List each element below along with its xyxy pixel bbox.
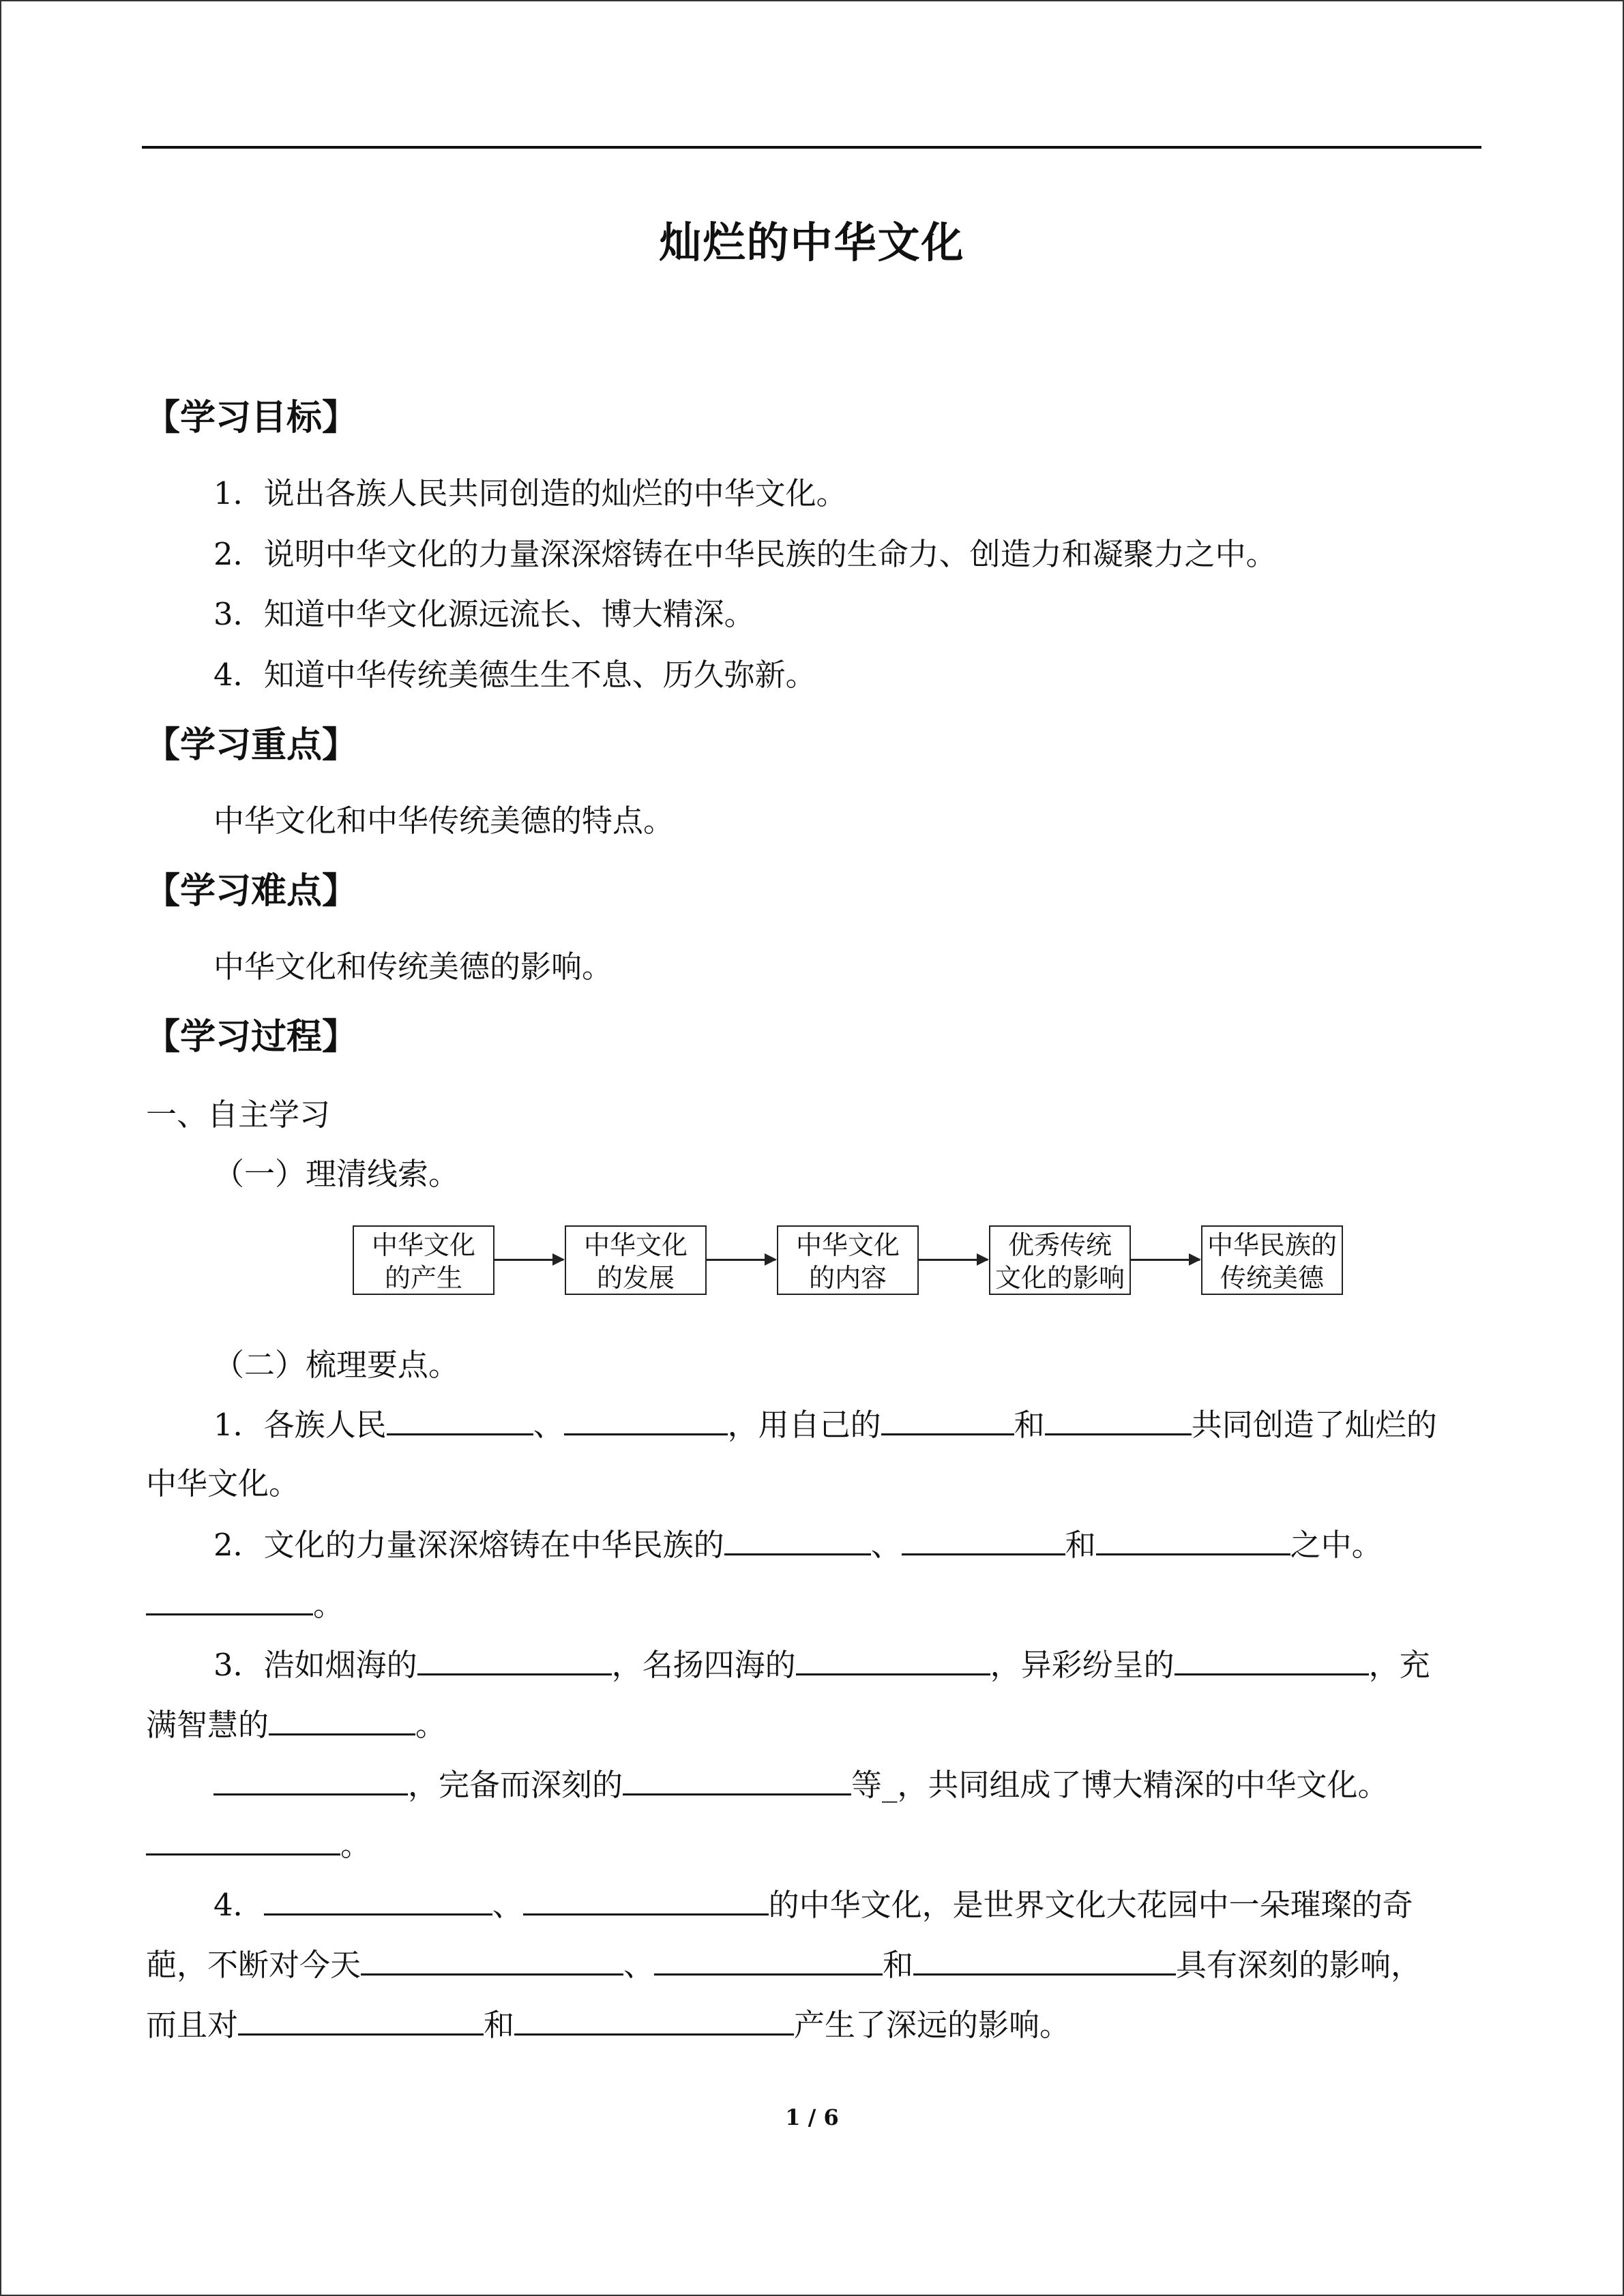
flow-box-4 [989, 1225, 1131, 1295]
blank-1-3[interactable] [881, 1403, 1014, 1435]
flow-box-5-line2: 传统美德 [1220, 1263, 1324, 1293]
blank-2-2[interactable] [902, 1523, 1065, 1555]
blank-3-6[interactable] [623, 1763, 851, 1795]
blank-2-3[interactable] [1096, 1523, 1290, 1555]
goal-item-2: 2．说明中华文化的力量深深熔铸在中华民族的生命力、创造力和凝聚力之中。 [213, 536, 1277, 572]
difficulty-text: 中华文化和传统美德的影响。 [213, 949, 613, 985]
point-3-line-1 [213, 1643, 1430, 1686]
point-1-text-e: 共同创造了灿烂的 [1191, 1407, 1437, 1443]
point-4-text-d: 葩，不断对今天 [146, 1947, 361, 1983]
flow-box-3 [777, 1225, 919, 1295]
point-4-text-e: 、 [623, 1947, 655, 1983]
goal-item-4: 4．知道中华传统美德生生不息、历久弥新。 [213, 657, 816, 693]
point-3-line-2 [146, 1703, 446, 1746]
point-3-text-b: ，名扬四海的 [611, 1647, 796, 1683]
blank-2-1[interactable] [724, 1523, 871, 1555]
point-2-text-e: 。 [313, 1587, 344, 1623]
blank-3-3[interactable] [1175, 1643, 1369, 1675]
key-text: 中华文化和中华传统美德的特点。 [213, 803, 675, 839]
flow-arrow-3 [919, 1259, 988, 1261]
point-3-text-g: ，完备而深刻的 [408, 1767, 623, 1803]
heading-key: 【学习重点】 [145, 725, 358, 766]
blank-4-6[interactable] [238, 2003, 484, 2036]
blank-2-4[interactable] [146, 1583, 313, 1615]
point-4-text-f: 和 [883, 1947, 914, 1983]
document-title: 灿烂的中华文化 [659, 218, 965, 267]
flow-box-5-line1: 中华民族的 [1207, 1230, 1337, 1260]
point-4-text-c: 的中华文化，是世界文化大花园中一朵璀璨的奇 [768, 1887, 1413, 1923]
flow-arrow-2 [707, 1259, 776, 1261]
blank-3-2[interactable] [796, 1643, 990, 1675]
point-1-text-c: ，用自己的 [727, 1407, 881, 1443]
blank-4-1[interactable] [264, 1883, 492, 1915]
point-1-text-d: 和 [1014, 1407, 1045, 1443]
point-3-text-c: ，异彩纷呈的 [990, 1647, 1175, 1683]
blank-1-4[interactable] [1045, 1403, 1192, 1435]
part2-label: （二）梳理要点。 [213, 1347, 460, 1383]
flow-arrow-4 [1131, 1259, 1200, 1261]
blank-4-2[interactable] [523, 1883, 769, 1915]
flow-box-2-line1: 中华文化 [583, 1230, 688, 1260]
flow-box-1-line1: 中华文化 [371, 1230, 475, 1260]
point-4-line-2 [146, 1943, 1421, 1986]
blank-3-1[interactable] [417, 1643, 612, 1675]
point-4-line-3 [146, 2003, 1070, 2046]
flow-box-1-line2: 的产生 [384, 1263, 462, 1293]
flow-box-3-line2: 的内容 [808, 1263, 887, 1293]
flow-box-3-line1: 中华文化 [795, 1230, 900, 1260]
point-3-text-e: 满智慧的 [146, 1707, 269, 1743]
blank-4-7[interactable] [514, 2003, 794, 2036]
point-2-line-2 [146, 1583, 344, 1626]
blank-1-2[interactable] [564, 1403, 728, 1435]
point-2-text-b: 、 [870, 1527, 902, 1563]
flow-box-4-line1: 优秀传统 [1007, 1230, 1112, 1260]
blank-3-4[interactable] [269, 1703, 415, 1735]
point-4-text-j: 产生了深远的影响。 [794, 2007, 1071, 2043]
point-1-text-a: 1．各族人民 [213, 1407, 387, 1443]
point-3-text-h: 等_，共同组成了博大精深的中华文化。 [851, 1767, 1389, 1803]
point-1-line-2: 中华文化。 [146, 1465, 300, 1502]
point-1-line-1 [213, 1403, 1437, 1446]
point-3-line-3 [213, 1763, 1389, 1806]
heading-process: 【学习过程】 [145, 1017, 358, 1058]
point-4-text-h: 而且对 [146, 2007, 239, 2043]
flow-box-4-line2: 文化的影响 [994, 1263, 1125, 1293]
point-4-text-i: 和 [484, 2007, 515, 2043]
heading-goals: 【学习目标】 [145, 398, 358, 438]
point-3-text-f: 。 [415, 1707, 447, 1743]
header-rule [142, 146, 1481, 149]
point-3-text-i: 。 [340, 1827, 372, 1863]
point-4-text-g: 具有深刻的影响， [1176, 1947, 1422, 1983]
point-1-text-b: 、 [533, 1407, 564, 1443]
flow-box-5 [1201, 1225, 1343, 1295]
heading-difficulty: 【学习难点】 [145, 871, 358, 912]
blank-1-1[interactable] [387, 1403, 533, 1435]
point-4-line-1 [213, 1883, 1413, 1926]
part1-label: （一）理清线索。 [213, 1156, 460, 1192]
point-2-text-c: 和 [1065, 1527, 1096, 1563]
blank-3-7[interactable] [146, 1823, 340, 1855]
blank-4-5[interactable] [913, 1943, 1176, 1976]
point-2-line-1 [213, 1523, 1383, 1566]
point-3-text-a: 3．浩如烟海的 [213, 1647, 417, 1683]
point-3-text-d: ，充 [1368, 1647, 1430, 1683]
point-4-text-a: 4． [213, 1887, 264, 1923]
goal-item-1: 1．说出各族人民共同创造的灿烂的中华文化。 [213, 475, 847, 511]
flow-box-2 [565, 1225, 707, 1295]
blank-4-4[interactable] [654, 1943, 883, 1976]
point-2-text-d: 之中。 [1290, 1527, 1383, 1563]
blank-4-3[interactable] [361, 1943, 623, 1976]
flow-box-2-line2: 的发展 [596, 1263, 675, 1293]
goal-item-3: 3．知道中华文化源远流长、博大精深。 [213, 596, 755, 632]
point-4-text-b: 、 [492, 1887, 523, 1923]
page-number: 1 / 6 [785, 2104, 839, 2130]
self-study-title: 一、自主学习 [146, 1097, 331, 1133]
point-2-text-a: 2．文化的力量深深熔铸在中华民族的 [213, 1527, 724, 1563]
flow-box-1 [353, 1225, 494, 1295]
blank-3-5[interactable] [213, 1763, 408, 1795]
flow-arrow-1 [494, 1259, 563, 1261]
point-3-line-4 [146, 1823, 371, 1866]
